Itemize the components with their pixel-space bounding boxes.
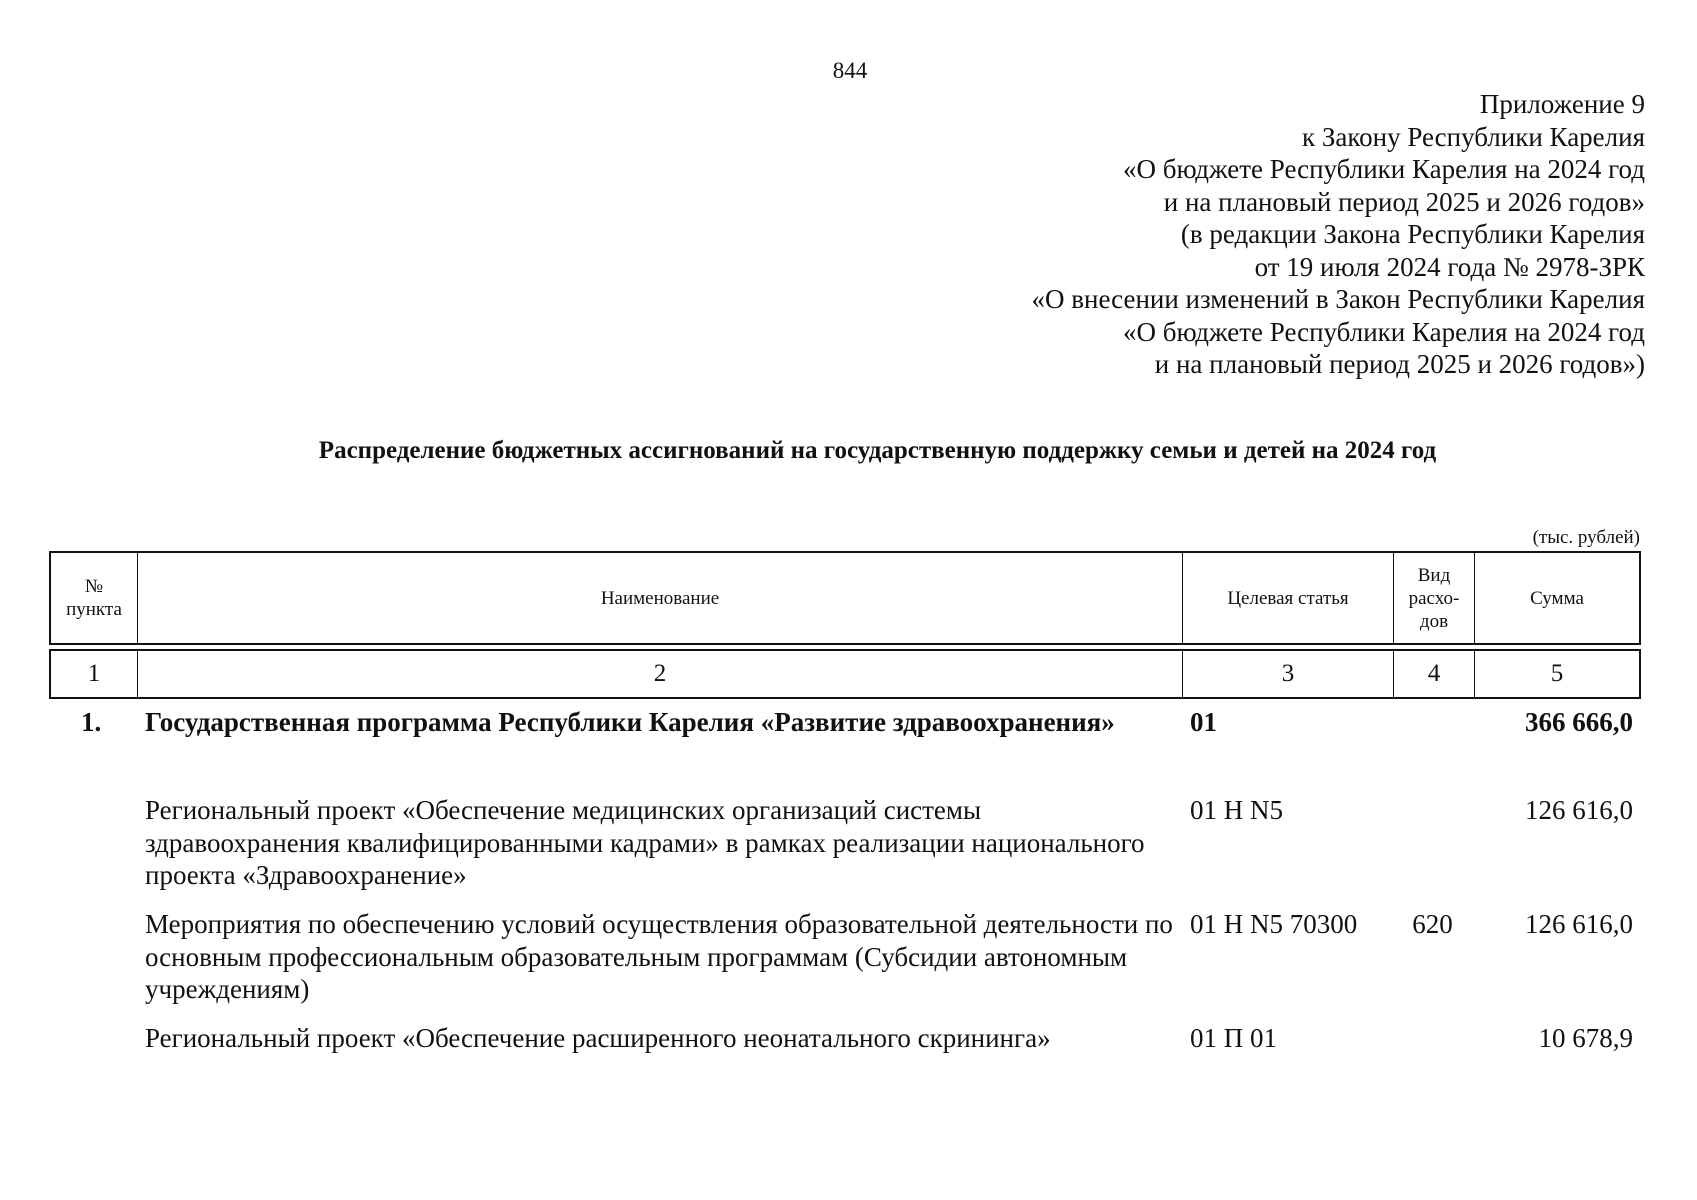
row-target-article: 01 Н N5 70300 <box>1190 909 1358 939</box>
document-title: Распределение бюджетных ассигнований на государственную поддержку семьи и детей на 2024 год <box>318 437 1437 464</box>
header-type-line2: расхо- <box>1408 587 1460 609</box>
row-sum: 10 678,9 <box>1538 1023 1633 1053</box>
column-number-row <box>49 649 1641 699</box>
appendix-line: Приложение 9 <box>1479 89 1645 119</box>
appendix-line: «О бюджете Республики Карелия на 2024 год <box>1122 316 1645 347</box>
row-expense-type <box>1392 706 1473 794</box>
row-expense-type <box>1392 1022 1473 1055</box>
appendix-line: «О внесении изменений в Закон Республики Карелия <box>1031 284 1645 314</box>
appendix-line: (в редакции Закона Республики Карелия <box>1180 219 1645 249</box>
row-number <box>49 1022 136 1055</box>
row-number <box>49 908 136 1022</box>
appendix-line: «О бюджете Республики Карелия на 2024 год <box>1122 154 1645 184</box>
header-type-line1: Вид <box>1417 564 1451 586</box>
budget-table-body <box>49 706 1641 1055</box>
row-target-article: 01 П 01 <box>1190 1023 1277 1053</box>
appendix-line: и на плановый период 2025 и 2026 годов») <box>1154 349 1645 379</box>
appendix-header <box>1032 88 1645 381</box>
row-target-article: 01 Н N5 <box>1190 795 1283 825</box>
row-number <box>49 794 136 908</box>
header-name: Наименование <box>138 553 1183 643</box>
column-number: 2 <box>138 651 1183 697</box>
table-row <box>49 908 1641 1022</box>
budget-table-header <box>49 551 1641 699</box>
row-name: Региональный проект «Обеспечение медицинских организаций системы здравоохранения квалифицированными кадрами» в рамках реализации национального проекта «Здравоохранение» <box>145 795 1145 890</box>
header-type-line3: дов <box>1419 610 1449 632</box>
header-item-number <box>51 553 138 643</box>
row-expense-type: 620 <box>1412 909 1453 939</box>
row-number: 1. <box>81 707 102 737</box>
row-sum: 366 666,0 <box>1525 707 1633 737</box>
table-row <box>49 1022 1641 1055</box>
column-number: 1 <box>51 651 138 697</box>
table-row <box>49 706 1641 794</box>
header-no-line1: № <box>84 576 104 597</box>
appendix-line: к Закону Республики Карелия <box>1302 121 1645 152</box>
column-number: 4 <box>1394 651 1475 697</box>
header-sum: Сумма <box>1530 587 1584 609</box>
row-sum: 126 616,0 <box>1525 909 1633 939</box>
column-number: 5 <box>1550 660 1564 687</box>
table-header-row <box>49 551 1641 645</box>
row-name: Региональный проект «Обеспечение расширенного неонатального скрининга» <box>145 1023 1051 1053</box>
row-name: Государственная программа Республики Карелия «Развитие здравоохранения» <box>145 707 1115 737</box>
page-number: 844 <box>832 58 868 83</box>
units-label: (тыс. рублей) <box>1532 527 1640 548</box>
header-expense-type <box>1394 553 1475 643</box>
column-number: 3 <box>1183 651 1394 697</box>
appendix-line: от 19 июля 2024 года № 2978-ЗРК <box>1254 251 1645 282</box>
row-sum: 126 616,0 <box>1525 795 1633 825</box>
row-expense-type <box>1392 794 1473 908</box>
row-target-article: 01 <box>1190 707 1217 737</box>
appendix-line: и на плановый период 2025 и 2026 годов» <box>1163 186 1645 217</box>
table-row <box>49 794 1641 908</box>
header-target-article: Целевая статья <box>1183 553 1394 643</box>
row-name: Мероприятия по обеспечению условий осуществления образовательной деятельности по основным профессиональным образовательным программам (Субсидии автономным учреждениям) <box>145 909 1173 1004</box>
header-no-line2: пункта <box>66 599 122 620</box>
